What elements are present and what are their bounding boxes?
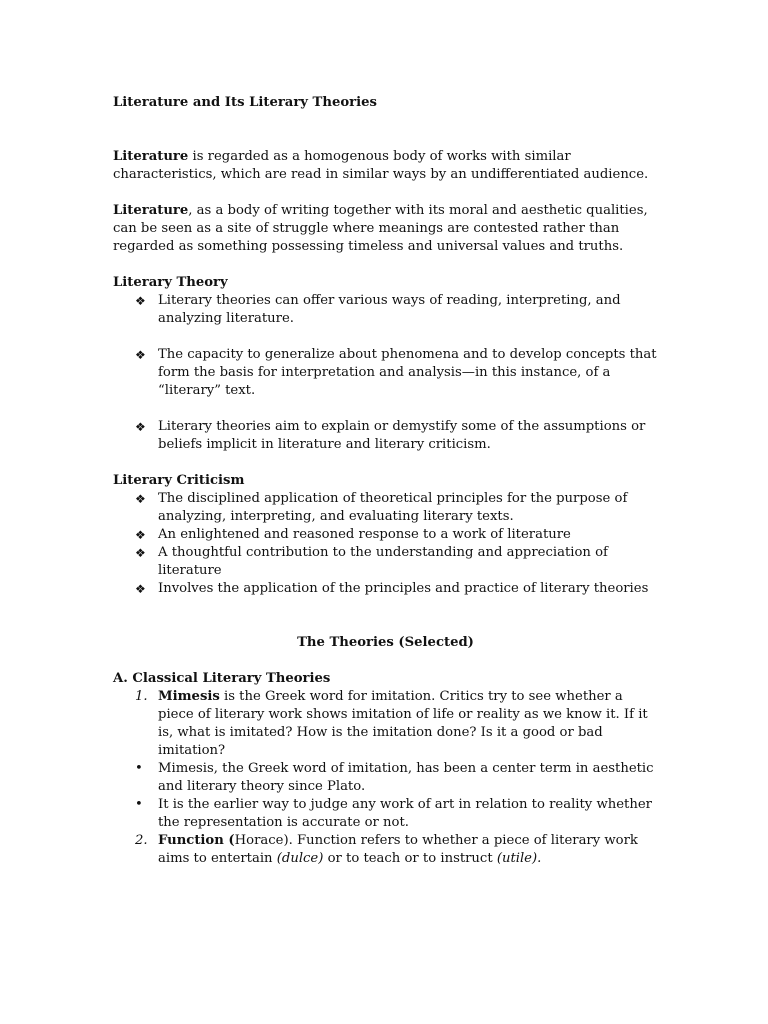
- list-number: 2.: [135, 833, 148, 848]
- list-item-text: Literary theories can offer various ways of reading, interpreting, and analyzing literature.: [158, 293, 621, 326]
- literary-criticism-list: [113, 490, 658, 598]
- literary-criticism-heading: Literary Criticism: [113, 473, 245, 488]
- diamond-bullet-icon: ❖: [135, 528, 146, 542]
- theories-numbered-list-2: [113, 832, 658, 868]
- list-item: [113, 292, 658, 328]
- theories-numbered-list-1: [113, 688, 658, 760]
- diamond-bullet-icon: ❖: [135, 582, 146, 596]
- list-item-text: A thoughtful contribution to the understanding and appreciation of literature: [158, 545, 608, 578]
- list-item-text: Mimesis, the Greek word of imitation, has been a center term in aesthetic and literary theory since Plato.: [158, 761, 654, 794]
- function-text-a: Horace). Function refers to whether a piece of literary work aims to entertain: [158, 833, 638, 866]
- list-item-text: Literary theories aim to explain or demystify some of the assumptions or beliefs implicit in literature and literary criticism.: [158, 419, 646, 452]
- mimesis-text: is the Greek word for imitation. Critics try to see whether a piece of literary work shows imitation of life or reality as we know it. If it is, what is imitated? How is the imitation done? Is it a good or bad imitation?: [158, 689, 648, 758]
- list-item: [113, 346, 658, 400]
- section-a-heading: A. Classical Literary Theories: [113, 671, 331, 686]
- list-item: [113, 526, 658, 544]
- paragraph-1: [113, 148, 658, 184]
- list-item-text: An enlightened and reasoned response to a work of literature: [158, 527, 571, 542]
- term-dulce: (dulce): [276, 851, 324, 866]
- paragraph-1-term: Literature: [113, 149, 189, 164]
- list-item-text: Involves the application of the principles and practice of literary theories: [158, 581, 649, 596]
- function-text-b: or to teach or to instruct: [323, 851, 497, 866]
- mimesis-points-list: [113, 760, 658, 832]
- list-item: [113, 490, 658, 526]
- list-item: [113, 544, 658, 580]
- term-function: Function (: [158, 833, 235, 848]
- term-utile: (utile).: [496, 851, 542, 866]
- literary-theory-heading: Literary Theory: [113, 275, 228, 290]
- list-item: [113, 760, 658, 796]
- list-number: 1.: [135, 689, 148, 704]
- literary-theory-list: [113, 292, 658, 454]
- list-item-mimesis: [113, 688, 658, 760]
- list-item-function: [113, 832, 658, 868]
- term-mimesis: Mimesis: [158, 689, 220, 704]
- diamond-bullet-icon: ❖: [135, 420, 146, 434]
- diamond-bullet-icon: ❖: [135, 546, 146, 560]
- paragraph-2-term: Literature: [113, 203, 189, 218]
- bullet-dot-icon: •: [135, 761, 143, 776]
- list-item: [113, 418, 658, 454]
- document-body: [113, 94, 658, 868]
- list-item-text: The capacity to generalize about phenomena and to develop concepts that form the basis for interpretation and analysis—in this instance, of a “literary” text.: [158, 347, 657, 398]
- list-item-text: It is the earlier way to judge any work of art in relation to reality whether the representation is accurate or not.: [158, 797, 652, 830]
- paragraph-1-text: is regarded as a homogenous body of works with similar characteristics, which are read in similar ways by an undifferentiated audience.: [113, 149, 649, 182]
- paragraph-2-text: , as a body of writing together with its moral and aesthetic qualities, can be seen as a site of struggle where meanings are contested rather than regarded as something possessing timeless and universal values and truths.: [113, 203, 648, 254]
- diamond-bullet-icon: ❖: [135, 294, 146, 308]
- list-item-text: The disciplined application of theoretical principles for the purpose of analyzing, interpreting, and evaluating literary texts.: [158, 491, 628, 524]
- paragraph-2: [113, 202, 658, 256]
- document-title: Literature and Its Literary Theories: [113, 95, 377, 110]
- list-item: [113, 580, 658, 598]
- diamond-bullet-icon: ❖: [135, 348, 146, 362]
- list-item: [113, 796, 658, 832]
- theories-heading: The Theories (Selected): [297, 635, 474, 650]
- diamond-bullet-icon: ❖: [135, 492, 146, 506]
- bullet-dot-icon: •: [135, 797, 143, 812]
